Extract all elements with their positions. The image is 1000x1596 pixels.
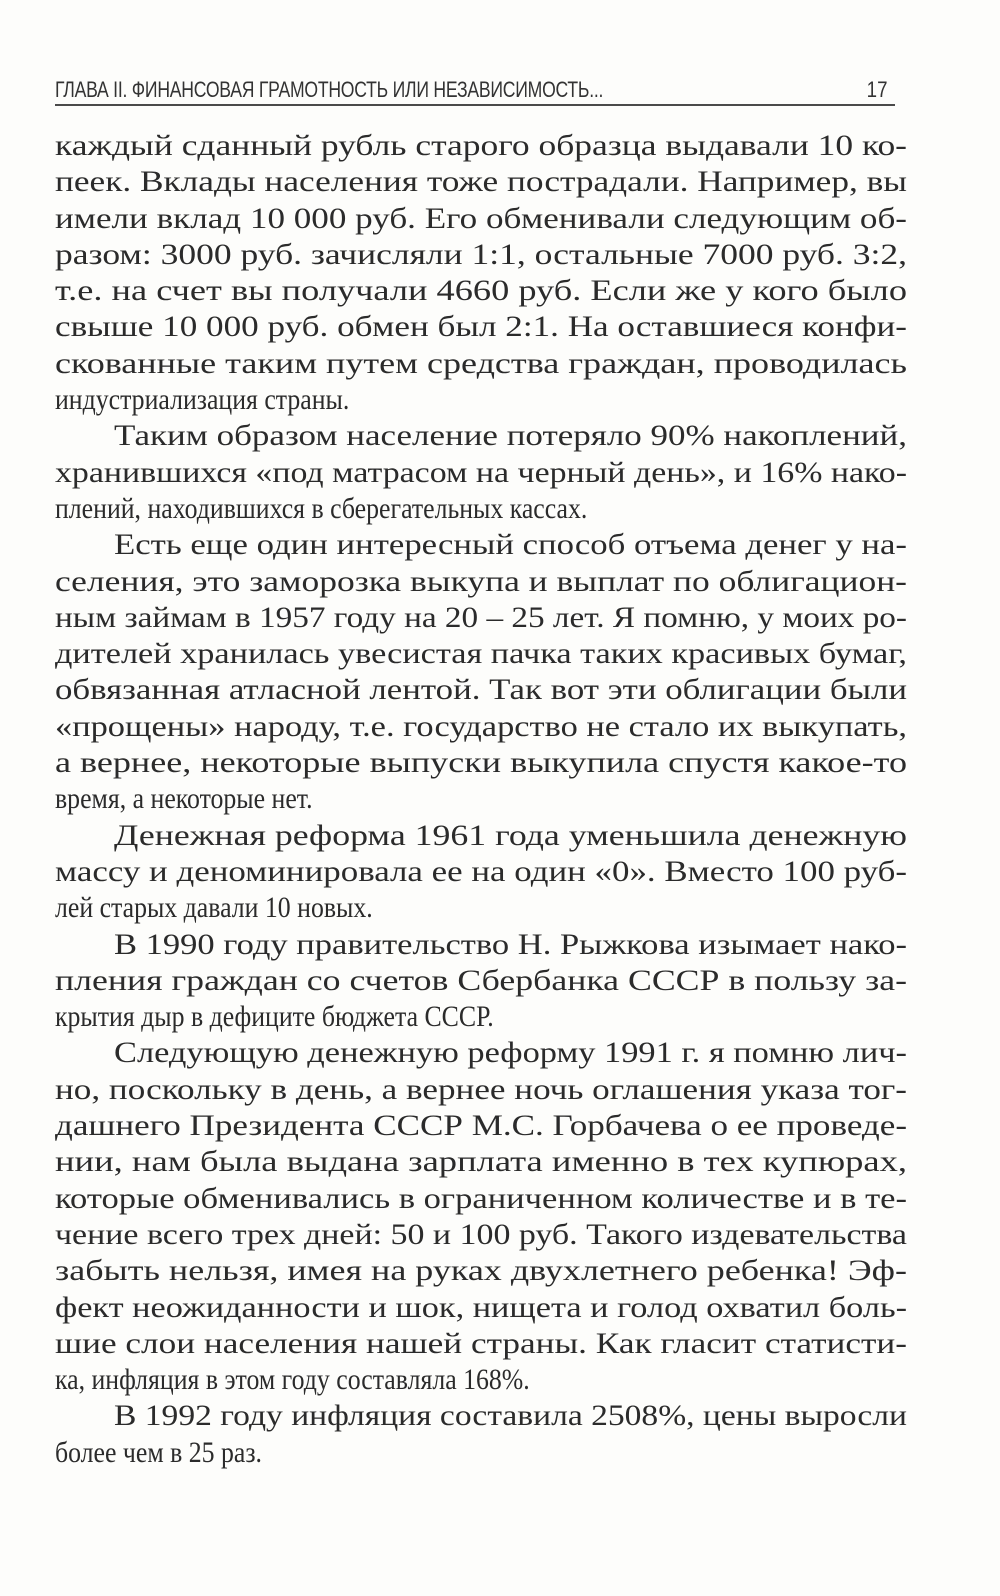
text-line-content: селения, это заморозка выкупа и выплат по облигацион- — [55, 564, 907, 598]
text-line-content: обвязанная атласной лентой. Так вот эти облигации были — [55, 673, 907, 707]
text-line-content: имели вклад 10 000 руб. Его обменивали следующим об- — [55, 201, 907, 235]
paragraph — [55, 1035, 907, 1398]
text-line-content: пеек. Вклады населения тоже пострадали. Например, вы — [55, 165, 907, 199]
text-line — [55, 1290, 907, 1326]
text-line-content: которые обменивались в ограниченном количестве и в те- — [55, 1181, 907, 1215]
text-line-content: лей старых давали 10 новых. — [55, 891, 373, 925]
text-line — [55, 999, 907, 1035]
text-line — [55, 564, 907, 600]
text-line-content: забыть нельзя, имея на руках двухлетнего ребенка! Эф- — [55, 1254, 907, 1288]
text-line-content: хранившихся «под матрасом на черный день», и 16% нако- — [55, 455, 907, 489]
text-line-content: ным займам в 1957 году на 20 – 25 лет. Я помню, у моих ро- — [55, 600, 907, 634]
text-line — [55, 1435, 907, 1471]
text-line — [55, 273, 907, 309]
text-line — [55, 963, 907, 999]
paragraph — [55, 128, 907, 418]
paragraph — [55, 527, 907, 817]
text-line — [55, 527, 907, 563]
text-line — [55, 1181, 907, 1217]
text-line-content: индустриализация страны. — [55, 383, 350, 417]
body-text — [55, 128, 907, 1471]
text-line — [55, 927, 907, 963]
text-line-content: Таким образом население потеряло 90% накоплений, — [114, 419, 907, 453]
text-line — [55, 1144, 907, 1180]
text-line-content: время, а некоторые нет. — [55, 782, 313, 816]
text-line-content: дителей хранилась увесистая пачка таких красивых бумаг, — [55, 637, 907, 671]
text-line-content: Есть еще один интересный способ отъема денег у на- — [114, 528, 907, 562]
paragraph — [55, 927, 907, 1036]
text-line-content: крытия дыр в дефиците бюджета СССР. — [55, 1000, 494, 1034]
text-line — [55, 1217, 907, 1253]
text-line-content: шие слои населения нашей страны. Как гласит статисти- — [55, 1326, 907, 1360]
text-line — [55, 1035, 907, 1071]
text-line — [55, 418, 907, 454]
text-line-content: массу и деноминировала ее на один «0». Вместо 100 руб- — [55, 854, 907, 888]
text-line — [55, 1253, 907, 1289]
text-line — [55, 745, 907, 781]
text-line — [55, 890, 907, 926]
text-line — [55, 781, 907, 817]
text-line — [55, 1326, 907, 1362]
text-line-content: фект неожиданности и шок, нищета и голод охватил боль- — [55, 1290, 907, 1324]
text-line-content: пления граждан со счетов Сбербанка СССР в пользу за- — [55, 963, 907, 997]
text-line-content: а вернее, некоторые выпуски выкупила спустя какое-то — [55, 746, 907, 780]
text-line-content: ка, инфляция в этом году составляла 168%. — [55, 1363, 530, 1397]
text-line-content: «прощены» народу, т.е. государство не стало их выкупать, — [55, 709, 907, 743]
text-line — [55, 201, 907, 237]
text-line-content: нии, нам была выдана зарплата именно в тех купюрах, — [55, 1145, 907, 1179]
text-line — [55, 854, 907, 890]
text-line — [55, 709, 907, 745]
text-line-content: дашнего Президента СССР М.С. Горбачева о ее проведе- — [55, 1109, 908, 1143]
text-line-content: скованные таким путем средства граждан, проводилась — [55, 346, 907, 380]
text-line-content: каждый сданный рубль старого образца выдавали 10 ко- — [55, 129, 907, 162]
text-line-content: В 1990 году правительство Н. Рыжкова изымает нако- — [114, 927, 907, 961]
text-line — [55, 237, 907, 273]
paragraph — [55, 418, 907, 527]
text-line — [55, 382, 907, 418]
paragraph — [55, 1398, 907, 1471]
text-line — [55, 346, 907, 382]
paragraph — [55, 818, 907, 927]
text-line-content: разом: 3000 руб. зачисляли 1:1, остальные 7000 руб. 3:2, — [55, 237, 907, 271]
chapter-title: ГЛАВА II. ФИНАНСОВАЯ ГРАМОТНОСТЬ ИЛИ НЕЗАВИСИМОСТЬ... — [55, 77, 604, 102]
text-line-content: но, поскольку в день, а вернее ночь оглашения указа тог- — [55, 1072, 907, 1106]
text-line-content: Следующую денежную реформу 1991 г. я помню лич- — [114, 1036, 907, 1070]
text-line — [55, 128, 907, 164]
running-header — [55, 76, 895, 106]
text-line — [55, 636, 907, 672]
text-line-content: свыше 10 000 руб. обмен был 2:1. На оставшиеся конфи- — [55, 310, 907, 344]
text-line-content: т.е. на счет вы получали 4660 руб. Если же у кого было — [55, 274, 907, 308]
text-line — [55, 600, 907, 636]
text-line — [55, 1108, 907, 1144]
text-line — [55, 1072, 907, 1108]
text-line — [55, 1362, 907, 1398]
text-line — [55, 672, 907, 708]
text-line-content: плений, находившихся в сберегательных кассах. — [55, 491, 588, 525]
text-line — [55, 491, 907, 527]
text-line — [55, 818, 907, 854]
text-line — [55, 164, 907, 200]
text-line-content: чение всего трех дней: 50 и 100 руб. Такого издевательства — [55, 1217, 907, 1251]
text-line-content: Денежная реформа 1961 года уменьшила денежную — [114, 818, 908, 852]
page-number: 17 — [866, 77, 887, 102]
text-line-content: более чем в 25 раз. — [55, 1435, 263, 1469]
text-line — [55, 1398, 907, 1434]
text-line-content: В 1992 году инфляция составила 2508%, цены выросли — [114, 1399, 907, 1433]
text-line — [55, 455, 907, 491]
text-line — [55, 309, 907, 345]
